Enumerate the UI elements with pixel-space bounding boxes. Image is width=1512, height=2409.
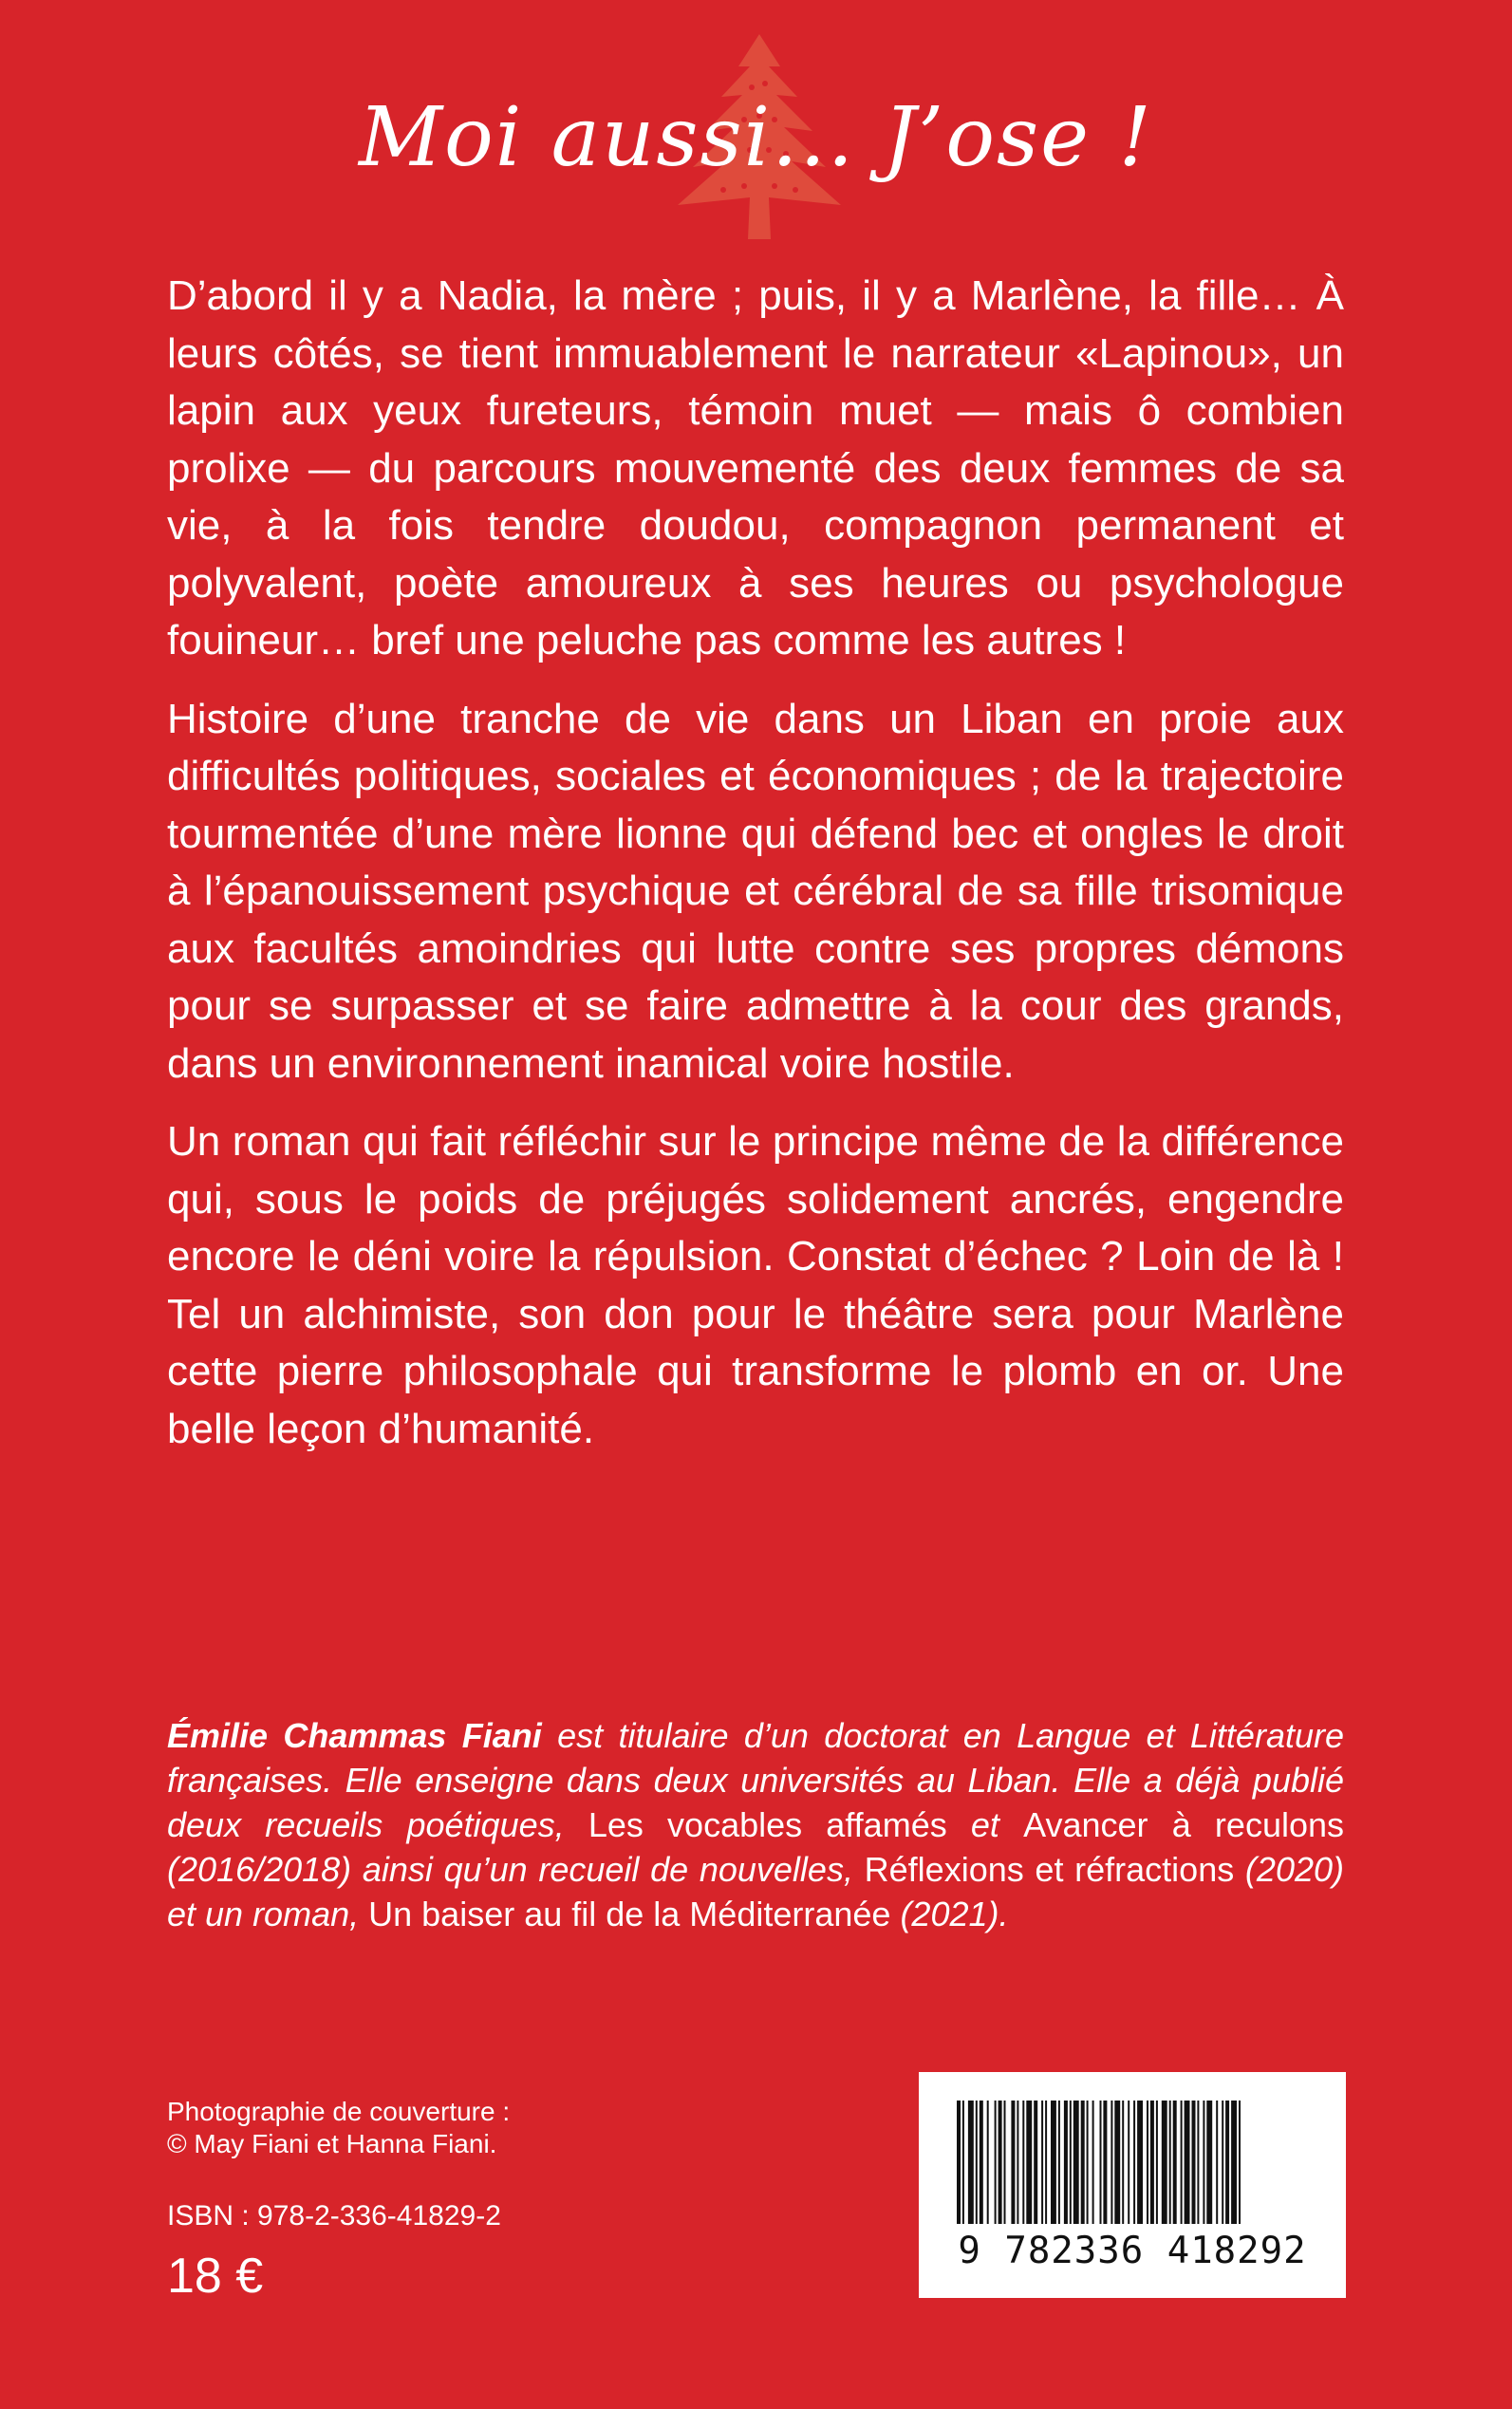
barcode-bar	[1041, 2101, 1043, 2224]
barcode-bar	[968, 2101, 974, 2224]
barcode-bar	[1087, 2101, 1089, 2224]
barcode-bar	[1173, 2101, 1177, 2224]
barcode-bar	[957, 2101, 961, 2224]
barcode-bar	[1203, 2101, 1204, 2224]
barcode-bar	[1073, 2101, 1079, 2224]
summary-paragraph: Histoire d’une tranche de vie dans un Liban en proie aux difficultés politiques, sociales et économiques ; de la trajectoire tourmentée d’une mère lionne qui défend bec et ongles le droit à l’épanouissement psychique et cérébral de sa fille trisomique aux facultés amoindries qui lutte contre ses propres démons pour se surpasser et se faire admettre à la cour des grands, dans un environnement inamical voire hostile.	[167, 695, 1344, 1087]
barcode-bar	[976, 2101, 978, 2224]
price: 18 €	[167, 2249, 264, 2304]
summary-paragraph: Un roman qui fait réfléchir sur le principe même de la différence qui, sous le poids de préjugés solidement ancrés, engendre encore le déni voire la répulsion. Constat d’échec ? Loin de là ! Tel un alchimiste, son don pour le théâtre sera pour Marlène cette pierre philosophale qui transforme le plomb en or. Une belle leçon d’humanité.	[167, 1118, 1344, 1452]
barcode-bar	[1147, 2101, 1148, 2224]
barcode-bar	[1162, 2101, 1167, 2224]
barcode-bar	[1111, 2101, 1112, 2224]
isbn: ISBN : 978-2-336-41829-2	[167, 2200, 501, 2232]
barcode-bar	[1137, 2101, 1143, 2224]
credits-line: © May Fiani et Hanna Fiani.	[167, 2129, 497, 2158]
work-title: Les vocables affamés	[588, 1805, 947, 1844]
barcode-bar	[1051, 2101, 1056, 2224]
barcode-bar	[1206, 2101, 1212, 2224]
barcode-bar	[1150, 2101, 1154, 2224]
barcode-bar	[1128, 2101, 1129, 2224]
summary-paragraph: D’abord il y a Nadia, la mère ; puis, il y a Marlène, la fille… À leurs côtés, se tient immuablement le narrateur «Lapinou», un lapin aux yeux fureteurs, témoin muet — mais ô combien prolixe — du parcours mouvementé des deux femmes de sa vie, à la fois tendre doudou, compagnon permanent et polyvalent, poète amoureux à ses heures ou psychologue fouineur… bref une peluche pas comme les autres !	[167, 272, 1344, 663]
work-title: Un baiser au fil de la Méditerranée	[368, 1895, 891, 1933]
barcode-bar	[987, 2101, 989, 2224]
barcode-bar	[999, 2101, 1002, 2224]
barcode-bar	[1064, 2101, 1068, 2224]
barcode-bar	[1100, 2101, 1102, 2224]
barcode-bar	[1192, 2101, 1196, 2224]
bio-text: (2020) et un roman,	[167, 1850, 1344, 1933]
photo-credits	[167, 2096, 510, 2160]
barcode-bar	[1026, 2101, 1032, 2224]
author-bio	[167, 1713, 1344, 1936]
book-title: Moi aussi... J’ose !	[359, 90, 1153, 185]
barcode-bar	[1092, 2101, 1094, 2224]
barcode-digits: 9 782336 418292	[958, 2230, 1307, 2272]
barcode-bar	[1017, 2101, 1018, 2224]
barcode-bar	[1122, 2101, 1124, 2224]
bio-text: (2016/2018) ainsi qu’un recueil de nouvelles,	[167, 1850, 865, 1889]
barcode-bar	[1225, 2101, 1229, 2224]
work-title: Réflexions et réfractions	[864, 1850, 1235, 1889]
credits-line: Photographie de couverture :	[167, 2097, 511, 2126]
bio-text: est titulaire d’un doctorat en Langue et Littérature françaises. Elle enseigne dans deux universités au Liban. Elle a déjà publié deux recueils poétiques,	[167, 1716, 1345, 1844]
barcode-bar	[1070, 2101, 1072, 2224]
barcode-bar	[962, 2101, 964, 2224]
barcode-bar	[1114, 2101, 1120, 2224]
barcode-bar	[1239, 2101, 1241, 2224]
barcode-bar	[1103, 2101, 1107, 2224]
bio-text: et	[946, 1805, 1024, 1844]
barcode-bar	[1185, 2101, 1190, 2224]
barcode-bar	[1004, 2101, 1006, 2224]
summary	[167, 268, 1344, 1479]
barcode-bar	[1231, 2101, 1237, 2224]
barcode-bar	[995, 2101, 997, 2224]
author-name: Émilie Chammas Fiani	[167, 1716, 542, 1755]
barcode-bar	[1022, 2101, 1024, 2224]
barcode-bar	[1058, 2101, 1060, 2224]
barcode-bar	[1156, 2101, 1158, 2224]
bio-text: (2021).	[890, 1895, 1009, 1933]
barcode	[919, 2072, 1346, 2298]
barcode-bar	[1181, 2101, 1183, 2224]
barcode-bar	[1081, 2101, 1085, 2224]
barcode-bar	[1216, 2101, 1218, 2224]
work-title: Avancer à reculons	[1023, 1805, 1345, 1844]
barcode-bar	[1222, 2101, 1223, 2224]
barcode-bars	[957, 2101, 1308, 2224]
barcode-bar	[980, 2101, 983, 2224]
barcode-bar	[1197, 2101, 1199, 2224]
barcode-bar	[1034, 2101, 1037, 2224]
barcode-bar	[1169, 2101, 1171, 2224]
barcode-bar	[1045, 2101, 1047, 2224]
barcode-bar	[1011, 2101, 1015, 2224]
barcode-bar	[1133, 2101, 1135, 2224]
